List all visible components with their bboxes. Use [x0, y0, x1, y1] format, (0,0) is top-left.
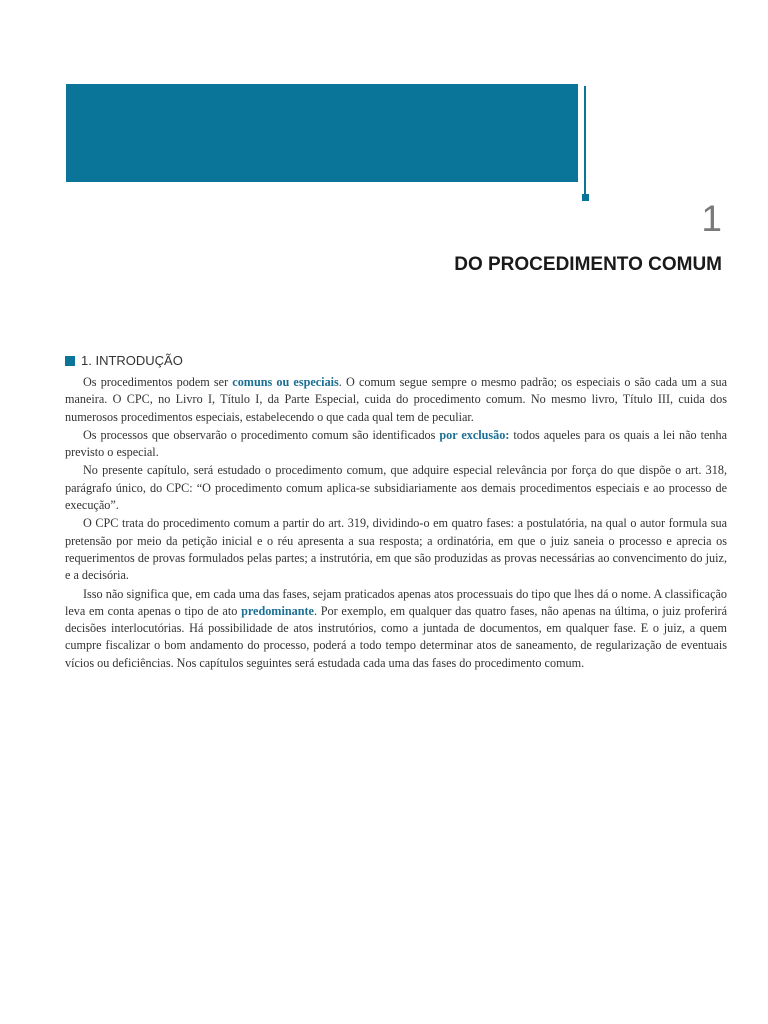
paragraph-5 [65, 586, 727, 672]
paragraph-5-text-after: . Por exemplo, em qualquer das quatro fases, não apenas na última, o juiz proferirá decisões interlocutórias. Há possibilidade de atos instrutórios, como a juntada de documentos, em qualquer fase. E o juiz, a quem cumpre fiscalizar o bom andamento do processo, poderá a todo tempo determinar atos de saneamento, de regularização de eventuais vícios ou deficiências. Nos capítulos seguintes será estudada cada uma das fases do procedimento comum. [65, 603, 727, 670]
chapter-header-band [66, 84, 578, 182]
square-bullet-icon [65, 356, 75, 366]
body-text [65, 374, 727, 673]
paragraph-3 [65, 462, 727, 514]
paragraph-3-text: No presente capítulo, será estudado o procedimento comum, que adquire especial relevância por força do que dispõe o art. 318, parágrafo único, do CPC: “O procedimento comum aplica-se subsidiariamente aos demais procedimentos especiais e ao processo de execução”. [65, 463, 727, 513]
paragraph-2 [65, 427, 727, 462]
header-vertical-rule [584, 86, 586, 198]
paragraph-1-highlight: comuns ou especiais [232, 375, 339, 389]
paragraph-2-text-before: Os processos que observarão o procedimento comum são identificados [83, 427, 440, 442]
chapter-number: 1 [701, 198, 722, 239]
paragraph-1 [65, 374, 727, 426]
section-heading [65, 352, 183, 369]
paragraph-5-highlight: predominante [241, 603, 314, 618]
paragraph-1-text-after: . O comum segue sempre o mesmo padrão; os especiais o são cada um a sua maneira. O CPC, no Livro I, Título I, da Parte Especial, cuida do procedimento comum. No mesmo livro, Título III, cuida dos numerosos procedimentos especiais, estabelecendo o que cada qual tem de peculiar. [65, 375, 727, 424]
paragraph-1-text-before: Os procedimentos podem ser [83, 375, 233, 389]
chapter-title: DO PROCEDIMENTO COMUM [454, 254, 722, 275]
header-rule-end-dot [582, 194, 589, 201]
paragraph-4 [65, 515, 727, 584]
section-heading-label: 1. INTRODUÇÃO [81, 353, 183, 368]
paragraph-2-text-after: todos aqueles para os quais a lei não tenha previsto o especial. [65, 427, 727, 460]
paragraph-5-text-before: Isso não significa que, em cada uma das fases, sejam praticados apenas atos processuais do tipo que lhes dá o nome. A classificação leva em conta apenas o tipo de ato [65, 586, 727, 618]
paragraph-4-text: O CPC trata do procedimento comum a partir do art. 319, dividindo-o em quatro fases: a postulatória, na qual o autor formula sua pretensão por meio da petição inicial e o réu apresenta a sua resposta; a ordinatória, em que o juiz saneia o processo e aprecia os requerimentos de provas formulados pelas partes; a instrutória, em que são produzidas as provas necessárias ao convencimento do juiz, e a decisória. [65, 516, 727, 583]
paragraph-2-highlight: por exclusão: [439, 427, 510, 442]
